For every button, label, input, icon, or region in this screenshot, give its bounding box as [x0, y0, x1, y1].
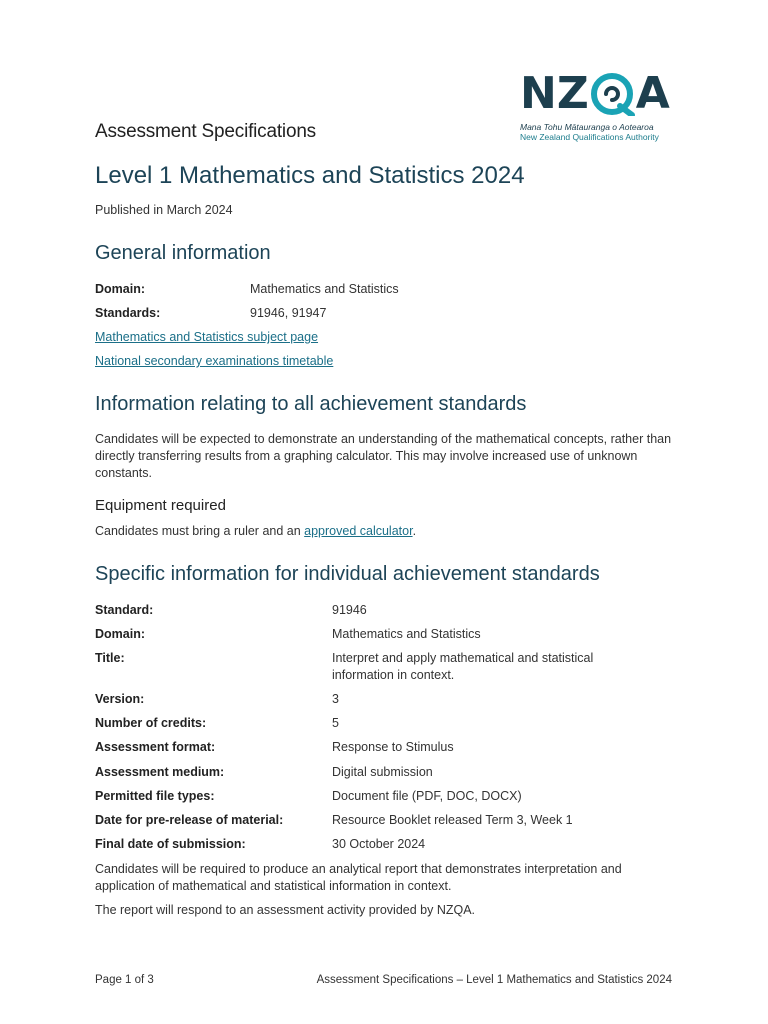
subject-page-link[interactable]: Mathematics and Statistics subject page — [95, 330, 319, 344]
row-label: Standard: — [95, 603, 154, 617]
row-value: 91946, 91947 — [250, 306, 327, 320]
all-standards-paragraph: Candidates will be expected to demonstrate an understanding of the mathematical concepts, rather than directly transferring results from a graphing calculator. This may involve increased use of unknown constants. — [95, 432, 672, 480]
logo-tagline-english: New Zealand Qualifications Authority — [520, 132, 659, 142]
row-label: Domain: — [95, 282, 145, 296]
page-title: Level 1 Mathematics and Statistics 2024 — [95, 162, 525, 189]
row-label: Domain: — [95, 627, 145, 641]
row-value: 91946 — [332, 603, 367, 617]
row-label: Permitted file types: — [95, 789, 215, 803]
row-value: Mathematics and Statistics — [250, 282, 399, 296]
logo-text-a: A — [635, 68, 670, 119]
row-label: Title: — [95, 651, 125, 665]
equipment-text: Candidates must bring a ruler and an — [95, 524, 305, 538]
row-label: Date for pre-release of material: — [95, 813, 284, 827]
row-label: Version: — [95, 692, 145, 706]
row-label: Final date of submission: — [95, 837, 246, 851]
specific-information-heading: Specific information for individual achievement standards — [95, 563, 600, 585]
nzqa-logo — [520, 64, 675, 143]
row-label: Assessment medium: — [95, 765, 225, 779]
row-value: Document file (PDF, DOC, DOCX) — [332, 789, 522, 803]
row-value: Mathematics and Statistics — [332, 627, 481, 641]
published-date: Published in March 2024 — [95, 203, 233, 217]
row-label: Assessment format: — [95, 740, 216, 754]
page-number: Page 1 of 3 — [95, 974, 154, 986]
row-value: Resource Booklet released Term 3, Week 1 — [332, 813, 573, 827]
row-value: 3 — [332, 692, 339, 706]
logo-mark — [520, 64, 675, 119]
assessment-activity-paragraph: The report will respond to an assessment activity provided by NZQA. — [95, 903, 476, 917]
all-standards-heading: Information relating to all achievement standards — [95, 393, 527, 415]
document-type-label: Assessment Specifications — [95, 121, 316, 142]
approved-calculator-link[interactable]: approved calculator — [304, 524, 413, 538]
report-paragraph: Candidates will be required to produce an analytical report that demonstrates interpretation and application of mathematical and statistical information in context. — [95, 862, 622, 893]
equipment-paragraph — [95, 523, 675, 540]
equipment-heading: Equipment required — [95, 497, 226, 514]
row-value: Digital submission — [332, 765, 433, 779]
footer-document-reference: Assessment Specifications – Level 1 Mathematics and Statistics 2024 — [316, 974, 672, 986]
logo-text-nz: NZ — [520, 68, 589, 119]
row-value: Response to Stimulus — [332, 740, 454, 754]
row-label: Standards: — [95, 306, 161, 320]
row-value: 5 — [332, 716, 339, 730]
general-information-heading: General information — [95, 242, 271, 264]
row-label: Number of credits: — [95, 716, 207, 730]
exam-timetable-link[interactable]: National secondary examinations timetable — [95, 354, 334, 368]
row-value: 30 October 2024 — [332, 837, 426, 851]
equipment-text-end: . — [412, 524, 417, 538]
logo-tagline-maori: Mana Tohu Mātauranga o Aotearoa — [520, 122, 654, 132]
row-value: Interpret and apply mathematical and statistical information in context. — [332, 651, 594, 682]
koru-q-icon — [590, 72, 636, 116]
